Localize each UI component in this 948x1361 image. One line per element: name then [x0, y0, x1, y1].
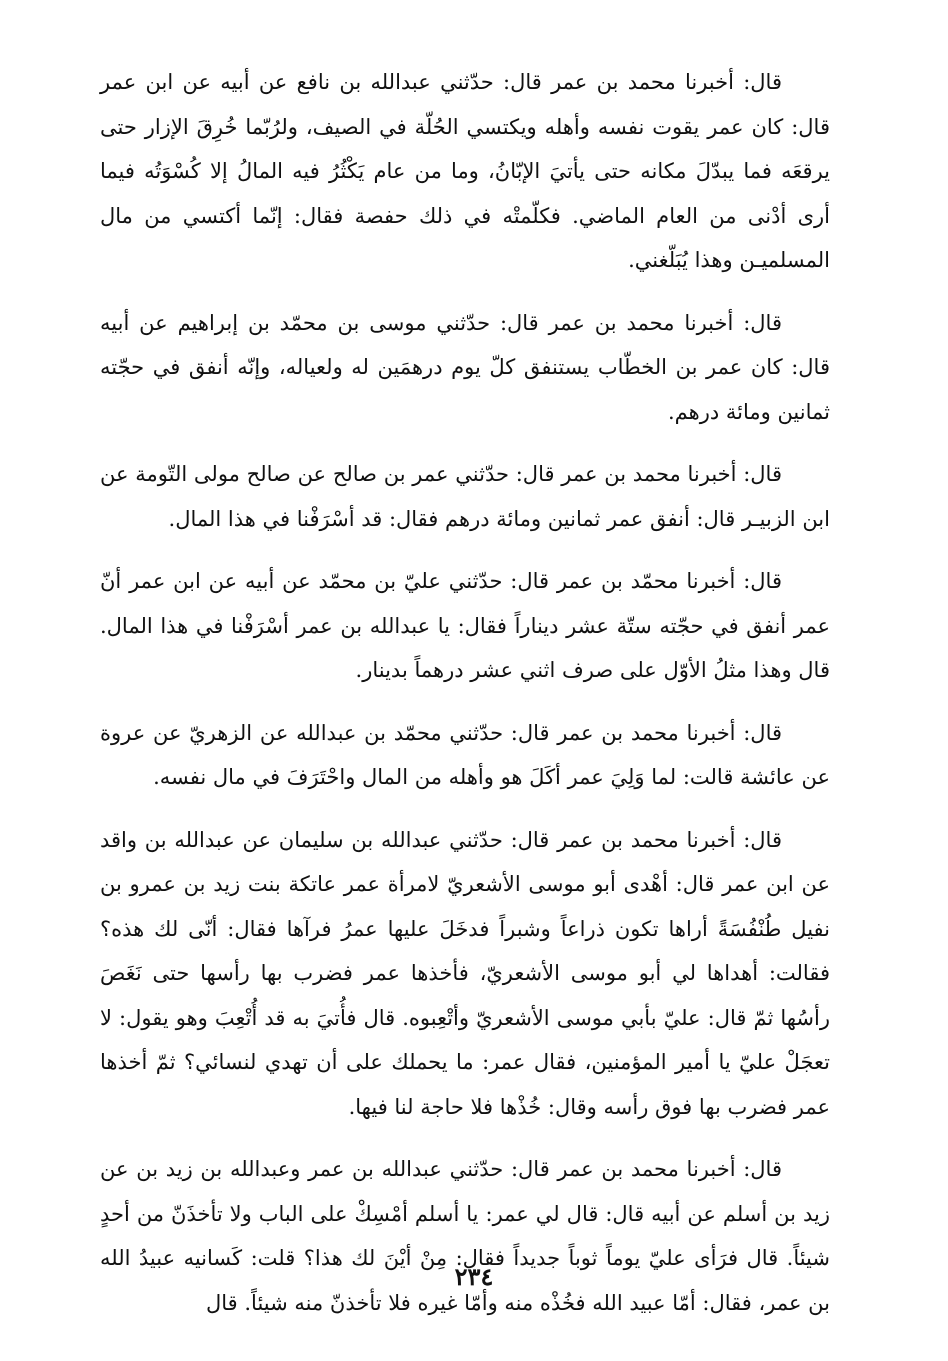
paragraph-6: قال: أخبرنا محمد بن عمر قال: حدّثني عبدالله بن سليمان عن عبدالله بن واقد عن ابن عمر قال: أهْدى أبو موسى الأشعريّ لامرأة عمر عاتكة بنت زيد بن عمرو بن نفيل طُنْفُسَةً أراها تكون ذراعاً وشبراً فدخَلَ عليها عمرُ فرآها فقال: أنّى لك هذه؟ فقالت: أهداها لي أبو موسى الأشعريّ، فأخذها عمر فضرب بها رأسها حتى نَغَصَ رأسُها ثمّ قال: عليّ بأبي موسى الأشعريّ وأتْعِبوه. قال فأُتيَ به قد أُتْعِبَ وهو يقول: لا تعجَلْ عليّ يا أمير المؤمنين، فقال عمر: ما يحملك على أن تهدي لنسائي؟ ثمّ أخذها عمر فضرب بها فوق رأسه وقال: خُذْها فلا حاجة لنا فيها. — [100, 827, 830, 1119]
paragraph-2: قال: أخبرنا محمد بن عمر قال: حدّثني موسى بن محمّد بن إبراهيم عن أبيه قال: كان عمر بن الخطّاب يستنفق كلّ يوم درهمَين له ولعياله، وإنّه أنفق في حجّته ثمانين ومائة درهم. — [100, 310, 830, 424]
paragraph-3: قال: أخبرنا محمد بن عمر قال: حدّثني عمر بن صالح عن صالح مولى التّومة عن ابن الزبيـر قال: أنفق عمر ثمانين ومائة درهم فقال: قد أسْرَفْنا في هذا المال. — [100, 462, 830, 531]
page-number: ٢٣٤ — [454, 1262, 494, 1291]
paragraph-5: قال: أخبرنا محمد بن عمر قال: حدّثني محمّد بن عبدالله عن الزهريّ عن عروة عن عائشة قالت: لما وَلِيَ عمر أكَلَ هو وأهله من المال واحْتَرَفَ في مال نفسه. — [100, 720, 830, 789]
paragraph-1: قال: أخبرنا محمد بن عمر قال: حدّثني عبدالله بن نافع عن أبيه عن ابن عمر قال: كان عمر يقوت نفسه وأهله ويكتسي الحُلّة في الصيف، ولرُبّما خُرِقَ الإزار حتى يرقعَه فما يبدّلَ مكانه حتى يأتيَ الإبّانُ، وما من عام يَكْثُرُ فيه المالُ إلا كُسْوَتُه فيما أرى أدْنى من العام الماضي. فكلّمتْه في ذلك حفصة فقال: إنّما أكتسي من مال المسلميـن وهذا يُبَلّغني. — [100, 70, 830, 272]
paragraph-7: قال: أخبرنا محمد بن عمر قال: حدّثني عبدالله بن عمر وعبدالله بن زيد بن عن زيد بن أسلم عن أبيه قال: قال لي عمر: يا أسلم أمْسِكْ على الباب ولا تأخذَنّ من أحدٍ شيئاً. قال فرَأى عليّ يوماً ثوباً جديداً فقال: مِنْ أيْنَ لك هذا؟ قلت: كَسانيه عبيدُ الله بن عمر، فقال: أمّا عبيد الله فخُذْه منه وأمّا غيره فلا تأخذنّ منه شيئاً. قال — [100, 1157, 830, 1315]
paragraph-4: قال: أخبرنا محمّد بن عمر قال: حدّثني عليّ بن محمّد عن أبيه عن ابن عمر أنّ عمر أنفق في حجّته ستّة عشر ديناراً فقال: يا عبدالله بن عمر أسْرَفْنا في هذا المال. قال وهذا مثلُ الأوّل على صرف اثني عشر درهماً بدينار. — [100, 569, 830, 682]
page-body — [100, 60, 830, 1343]
